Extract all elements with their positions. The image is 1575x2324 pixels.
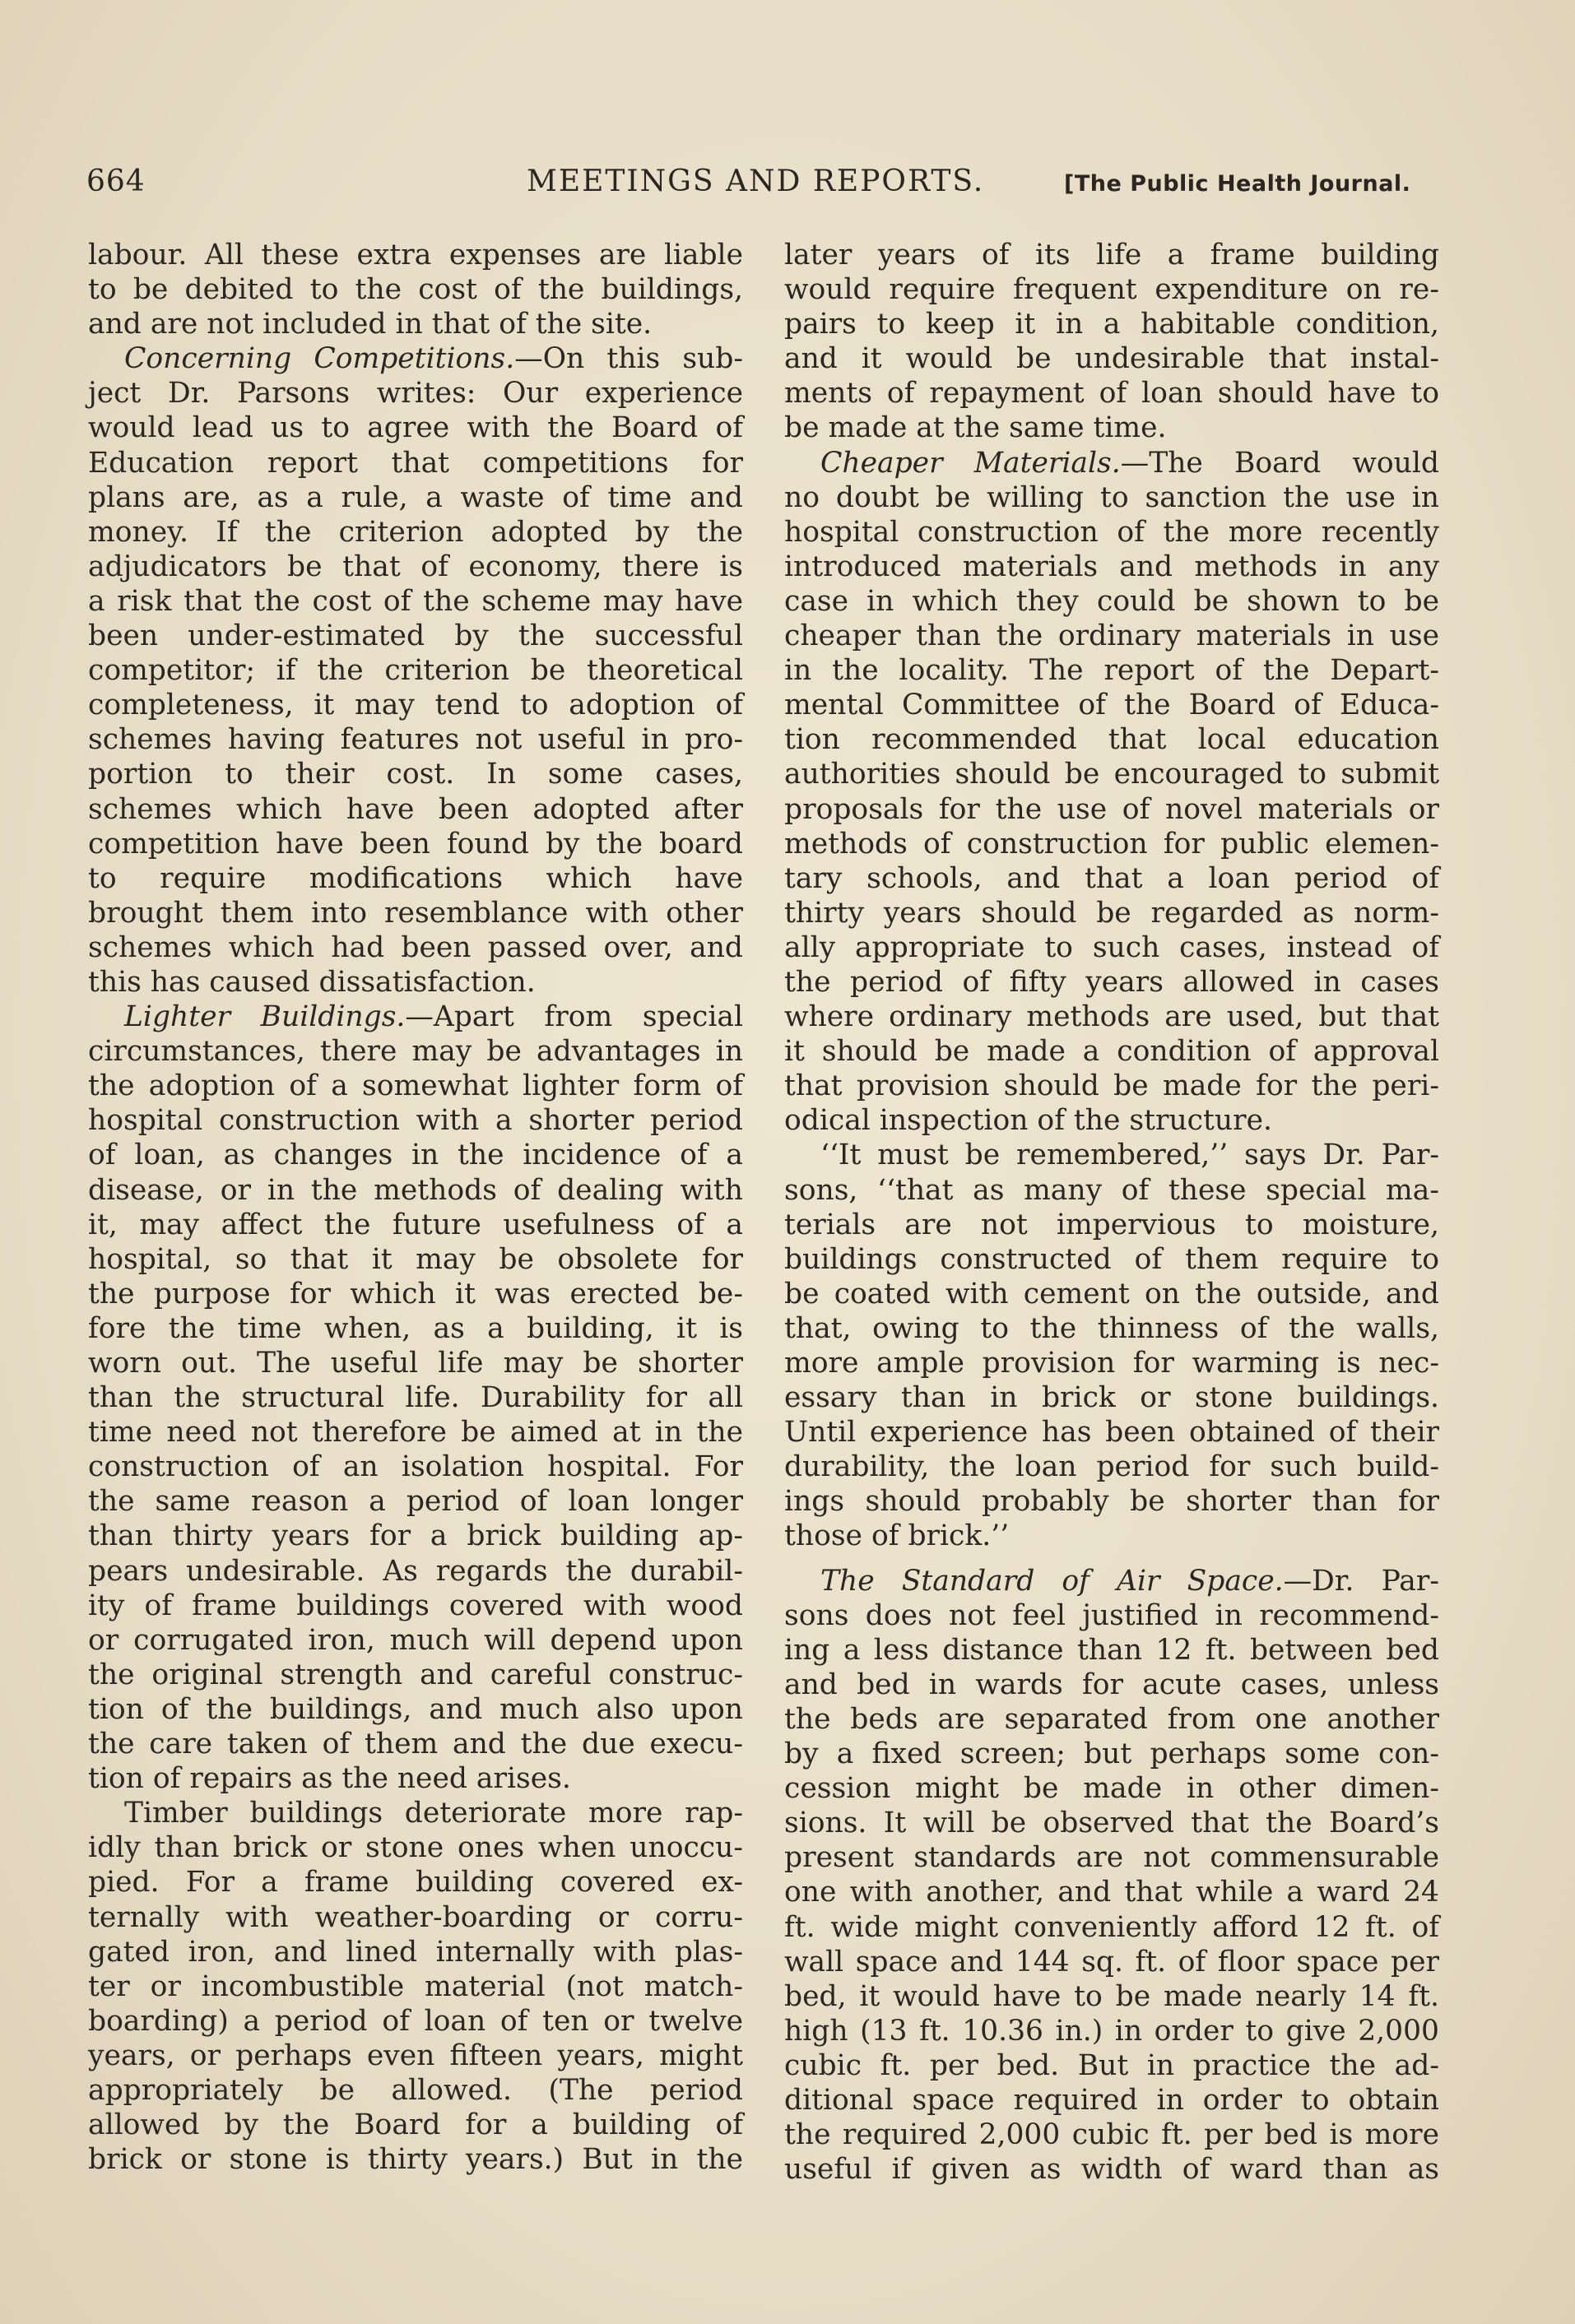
text-line: sions. It will be observed that the Board’s bbox=[784, 1807, 1439, 1840]
text-line: one with another, and that while a ward 24 bbox=[784, 1876, 1439, 1909]
text-line: ternally with weather-boarding or corru- bbox=[88, 1900, 743, 1934]
text-line: wall space and 144 sq. ft. of floor space per bbox=[784, 1945, 1439, 1978]
text-line: introduced materials and methods in any bbox=[784, 550, 1439, 583]
text-line: construction of an isolation hospital. For bbox=[88, 1450, 743, 1484]
text-line: brick or stone is thirty years.) But in the bbox=[88, 2143, 743, 2177]
paragraph-start bbox=[88, 341, 743, 376]
section-heading: The Standard of Air Space. bbox=[820, 1564, 1284, 1598]
section-heading: Lighter Buildings. bbox=[124, 1000, 406, 1034]
text-line: years, or perhaps even fifteen years, might bbox=[88, 2039, 743, 2072]
text-line: boarding) a period of loan of ten or twelve bbox=[88, 2004, 743, 2038]
text-line: portion to their cost. In some cases, bbox=[88, 758, 743, 791]
text-line: sons does not feel justified in recommend- bbox=[784, 1598, 1439, 1632]
text-line: ally appropriate to such cases, instead of bbox=[784, 930, 1439, 964]
page-header bbox=[86, 165, 1485, 206]
text-line: authorities should be encouraged to submit bbox=[784, 758, 1439, 791]
text-line: and it would be undesirable that instal- bbox=[784, 342, 1439, 376]
text-line: the beds are separated from one another bbox=[784, 1702, 1439, 1736]
text-line: present standards are not commensurable bbox=[784, 1841, 1439, 1875]
text-line: the adoption of a somewhat lighter form of bbox=[88, 1069, 743, 1103]
text-line: fore the time when, as a building, it is bbox=[88, 1311, 743, 1345]
text-line: tary schools, and that a loan period of bbox=[784, 861, 1439, 895]
text-line: proposals for the use of novel materials or bbox=[784, 792, 1439, 826]
text-line: of loan, as changes in the incidence of a bbox=[88, 1139, 743, 1172]
text-line: those of brick.’’ bbox=[784, 1519, 1010, 1553]
text-line: appropriately be allowed. (The period bbox=[88, 2073, 743, 2107]
text-line: ter or incombustible material (not match- bbox=[88, 1969, 743, 2003]
text-line: ments of repayment of loan should have to bbox=[784, 377, 1439, 411]
text-line: high (13 ft. 10.36 in.) in order to give 2,000 bbox=[784, 2014, 1439, 2048]
text-line: the required 2,000 cubic ft. per bed is more bbox=[784, 2118, 1439, 2152]
text-run: —Apart from special bbox=[405, 1000, 743, 1034]
text-line: ft. wide might conveniently afford 12 ft. of bbox=[784, 1910, 1439, 1944]
text-line: Timber buildings deteriorate more rap- bbox=[124, 1797, 743, 1830]
text-line: buildings constructed of them require to bbox=[784, 1242, 1439, 1276]
text-line: would require frequent expenditure on re- bbox=[784, 273, 1439, 307]
text-line: mental Committee of the Board of Educa- bbox=[784, 689, 1439, 722]
text-line: than thirty years for a brick building ap- bbox=[88, 1519, 743, 1553]
text-line: allowed by the Board for a building of bbox=[88, 2108, 743, 2142]
text-line: it, may affect the future usefulness of a bbox=[88, 1208, 743, 1241]
right-column bbox=[784, 238, 1439, 2187]
text-line: case in which they could be shown to be bbox=[784, 584, 1439, 618]
text-line: and bed in wards for acute cases, unless bbox=[784, 1668, 1439, 1701]
text-line: cubic ft. per bed. But in practice the ad- bbox=[784, 2048, 1439, 2082]
text-line: worn out. The useful life may be shorter bbox=[88, 1347, 743, 1380]
paragraph-start bbox=[88, 1000, 743, 1034]
text-line: in the locality. The report of the Depart- bbox=[784, 654, 1439, 688]
text-line: disease, or in the methods of dealing with bbox=[88, 1173, 743, 1207]
paragraph-start bbox=[784, 446, 1439, 480]
text-line: or corrugated iron, much will depend upon bbox=[88, 1623, 743, 1657]
text-line: the care taken of them and the due execu- bbox=[88, 1728, 743, 1761]
text-line: pied. For a frame building covered ex- bbox=[88, 1866, 743, 1900]
text-line: a risk that the cost of the scheme may have bbox=[88, 584, 743, 618]
text-line: that, owing to the thinness of the walls, bbox=[784, 1311, 1439, 1345]
text-line: essary than in brick or stone buildings. bbox=[784, 1381, 1439, 1415]
text-line: durability, the loan period for such build- bbox=[784, 1450, 1439, 1484]
left-column bbox=[88, 238, 743, 2177]
text-line: odical inspection of the structure. bbox=[784, 1104, 1272, 1138]
text-line: the purpose for which it was erected be- bbox=[88, 1277, 743, 1310]
text-line: sons, ‘‘that as many of these special ma- bbox=[784, 1173, 1439, 1207]
text-line: circumstances, there may be advantages in bbox=[88, 1035, 743, 1069]
text-line: Until experience has been obtained of their bbox=[784, 1416, 1439, 1450]
text-line: schemes having features not useful in pro- bbox=[88, 723, 743, 757]
section-heading: Concerning Competitions. bbox=[124, 342, 515, 376]
text-line: time need not therefore be aimed at in the bbox=[88, 1416, 743, 1450]
text-line: the same reason a period of loan longer bbox=[88, 1485, 743, 1519]
section-heading: Cheaper Materials. bbox=[820, 446, 1121, 480]
journal-name: [The Public Health Journal. bbox=[1064, 171, 1411, 197]
text-line: bed, it would have to be made nearly 14 ft. bbox=[784, 1979, 1439, 2013]
text-line: labour. All these extra expenses are liable bbox=[88, 239, 743, 271]
text-line: ‘‘It must be remembered,’’ says Dr. Par- bbox=[820, 1139, 1439, 1172]
text-line: competition have been found by the board bbox=[88, 827, 743, 860]
text-line: ject Dr. Parsons writes: Our experience bbox=[88, 377, 743, 411]
page-number: 664 bbox=[86, 165, 146, 198]
text-line: to require modifications which have bbox=[88, 861, 743, 895]
text-line: terials are not impervious to moisture, bbox=[784, 1208, 1439, 1241]
text-line: it should be made a condition of approval bbox=[784, 1035, 1439, 1069]
running-title: MEETINGS AND REPORTS. bbox=[527, 165, 985, 198]
text-line: tion recommended that local education bbox=[784, 723, 1439, 757]
text-line: schemes which had been passed over, and bbox=[88, 930, 743, 964]
text-line: hospital construction with a shorter period bbox=[88, 1104, 743, 1138]
text-line: ditional space required in order to obtain bbox=[784, 2083, 1439, 2117]
text-line: be made at the same time. bbox=[784, 411, 1167, 445]
text-line: brought them into resemblance with other bbox=[88, 896, 743, 930]
text-run: —The Board would bbox=[1120, 446, 1439, 480]
text-line: useful if given as width of ward than as bbox=[784, 2153, 1439, 2187]
text-line: ity of frame buildings covered with wood bbox=[88, 1589, 743, 1622]
text-line: would lead us to agree with the Board of bbox=[88, 411, 743, 445]
text-line: cession might be made in other dimen- bbox=[784, 1772, 1439, 1806]
text-line: schemes which have been adopted after bbox=[88, 792, 743, 826]
text-line: pairs to keep it in a habitable condition, bbox=[784, 308, 1439, 341]
text-line: no doubt be willing to sanction the use in bbox=[784, 480, 1439, 514]
text-line: where ordinary methods are used, but that bbox=[784, 1000, 1439, 1034]
text-line: the original strength and careful construc- bbox=[88, 1658, 743, 1691]
text-line: hospital, so that it may be obsolete for bbox=[88, 1242, 743, 1276]
text-line: tion of repairs as the need arises. bbox=[88, 1762, 571, 1796]
text-run: —Dr. Par- bbox=[1283, 1564, 1439, 1598]
text-line: by a fixed screen; but perhaps some con- bbox=[784, 1737, 1439, 1771]
text-line: ings should probably be shorter than for bbox=[784, 1485, 1439, 1519]
text-line: to be debited to the cost of the buildings, bbox=[88, 273, 743, 307]
text-line: gated iron, and lined internally with plas- bbox=[88, 1935, 743, 1969]
text-line: the period of fifty years allowed in cases bbox=[784, 965, 1439, 999]
text-line: competitor; if the criterion be theoretical bbox=[88, 654, 743, 688]
text-run: —On this sub- bbox=[514, 342, 743, 376]
text-line: completeness, it may tend to adoption of bbox=[88, 689, 743, 722]
text-line: pears undesirable. As regards the durabil- bbox=[88, 1554, 743, 1588]
text-line: more ample provision for warming is nec- bbox=[784, 1347, 1439, 1380]
text-line: ing a less distance than 12 ft. between bed bbox=[784, 1633, 1439, 1667]
text-line: that provision should be made for the peri- bbox=[784, 1069, 1439, 1103]
text-line: plans are, as a rule, a waste of time and bbox=[88, 480, 743, 514]
text-line: been under-estimated by the successful bbox=[88, 619, 743, 653]
text-line: methods of construction for public elemen- bbox=[784, 827, 1439, 860]
text-line: and are not included in that of the site. bbox=[88, 308, 653, 341]
text-line: thirty years should be regarded as norm- bbox=[784, 896, 1439, 930]
text-line: money. If the criterion adopted by the bbox=[88, 515, 743, 549]
text-line: hospital construction of the more recently bbox=[784, 515, 1439, 549]
text-line: adjudicators be that of economy, there is bbox=[88, 550, 743, 583]
text-line: than the structural life. Durability for all bbox=[88, 1381, 743, 1415]
paragraph-start bbox=[784, 1564, 1439, 1598]
text-line: be coated with cement on the outside, and bbox=[784, 1277, 1439, 1310]
text-line: later years of its life a frame building bbox=[784, 239, 1439, 271]
text-line: cheaper than the ordinary materials in use bbox=[784, 619, 1439, 653]
text-line: idly than brick or stone ones when unoccu- bbox=[88, 1831, 743, 1865]
text-line: tion of the buildings, and much also upon bbox=[88, 1692, 743, 1726]
text-line: Education report that competitions for bbox=[88, 446, 743, 480]
text-line: this has caused dissatisfaction. bbox=[88, 965, 536, 999]
